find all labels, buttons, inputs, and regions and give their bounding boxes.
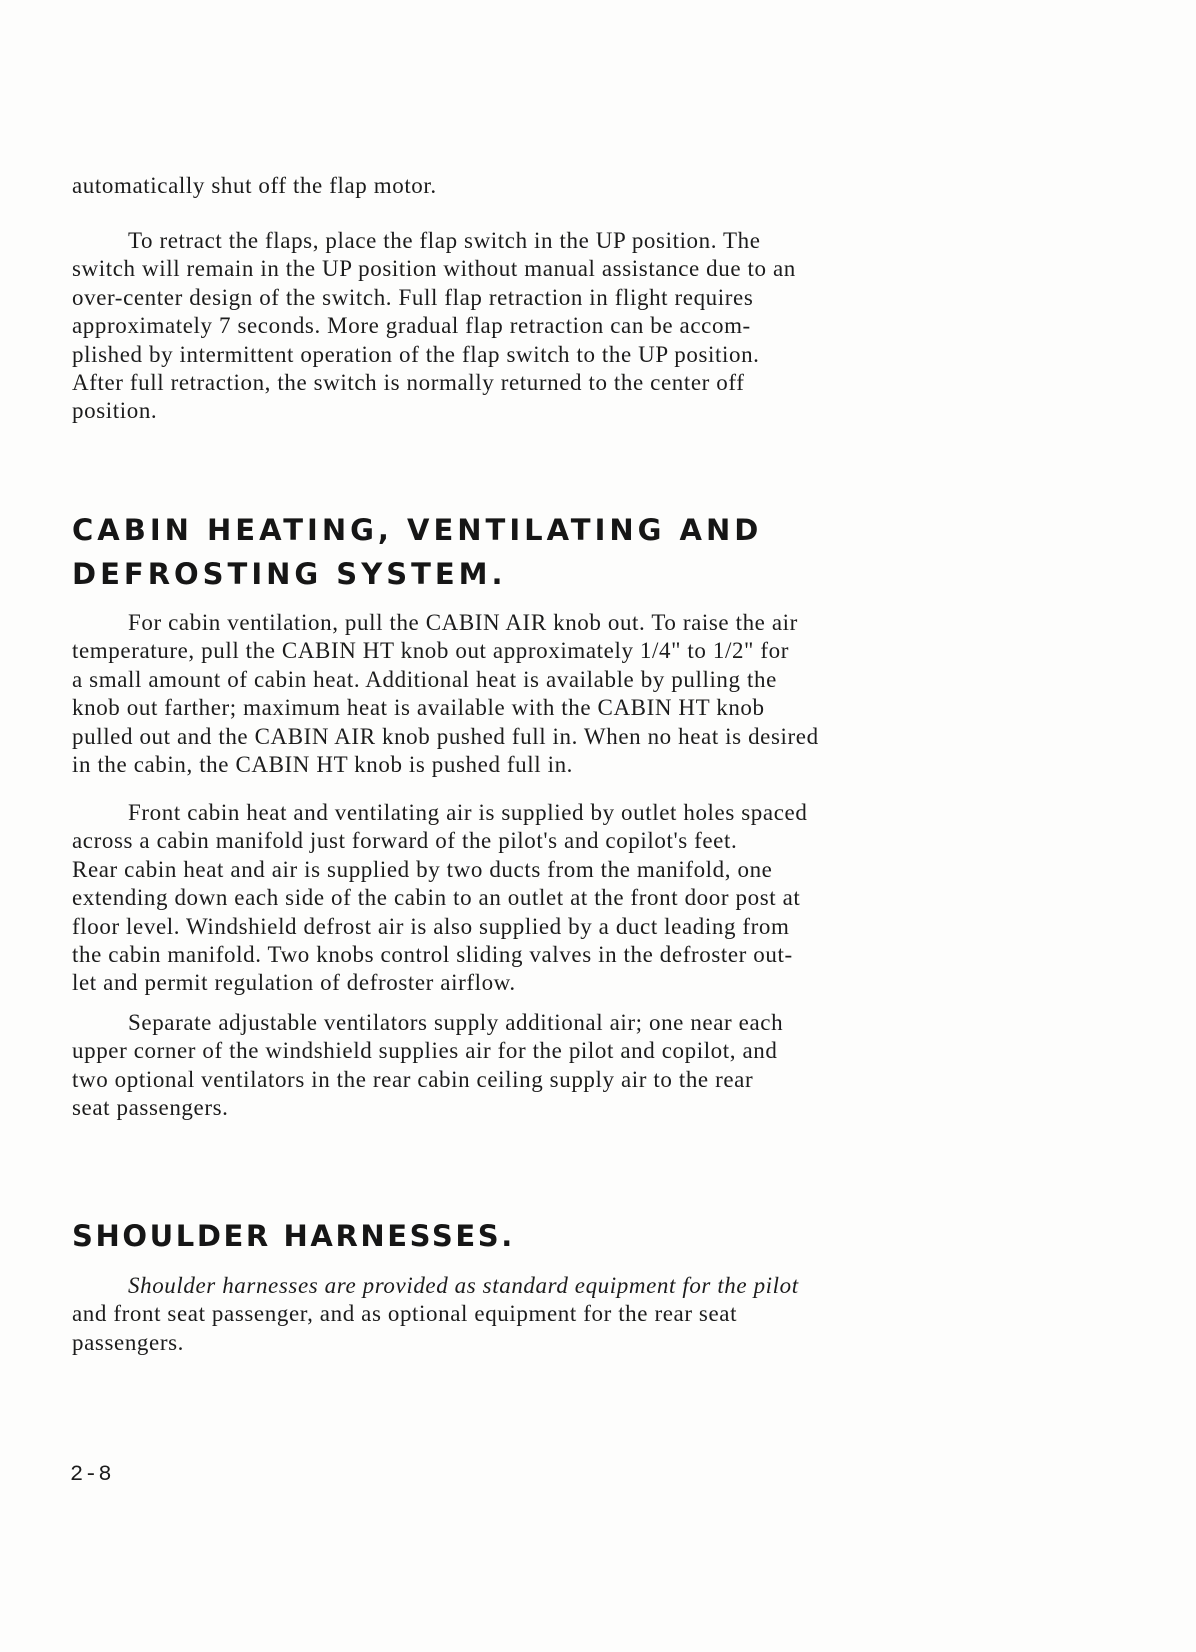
text-line: knob out farther; maximum heat is available with the CABIN HT knob [72,695,765,721]
text-line: over-center design of the switch. Full flap retraction in flight requires [72,284,754,310]
text-line: upper corner of the windshield supplies air for the pilot and copilot, and [72,1038,778,1064]
text-line: position. [72,398,158,424]
text-line: in the cabin, the CABIN HT knob is pushed full in. [72,752,574,778]
text-line: Separate adjustable ventilators supply additional air; one near each [128,1010,784,1035]
ventilators-paragraph [72,1009,1072,1123]
text-line: seat passengers. [72,1095,229,1121]
heading-line: CABIN HEATING, VENTILATING AND [72,513,763,547]
text-line: After full retraction, the switch is normally returned to the center off [72,370,745,396]
text-line: switch will remain in the UP position without manual assistance due to an [72,256,796,282]
text-line: Shoulder harnesses are provided as standard equipment for the pilot [128,1273,799,1298]
flap-retraction-paragraph [72,227,1072,426]
heading-line: SHOULDER HARNESSES. [72,1219,515,1253]
shoulder-harnesses-paragraph [72,1272,1072,1357]
text-line: approximately 7 seconds. More gradual flap retraction can be accom- [72,313,751,339]
text-line: plished by intermittent operation of the flap switch to the UP position. [72,341,760,367]
text-line: extending down each side of the cabin to an outlet at the front door post at [72,885,801,911]
text-line: For cabin ventilation, pull the CABIN AIR knob out. To raise the air [128,610,798,635]
text-line: the cabin manifold. Two knobs control sliding valves in the defroster out- [72,942,793,968]
cabin-air-supply-paragraph [72,799,1072,998]
cabin-ventilation-paragraph [72,609,1072,779]
text-line: temperature, pull the CABIN HT knob out approximately 1/4" to 1/2" for [72,638,790,664]
page-number: 2-8 [70,1462,113,1487]
text-line: floor level. Windshield defrost air is also supplied by a duct leading from [72,913,790,939]
text-line: To retract the flaps, place the flap switch in the UP position. The [128,228,761,253]
text-line: pulled out and the CABIN AIR knob pushed full in. When no heat is desired [72,723,819,749]
text-line: Front cabin heat and ventilating air is supplied by outlet holes spaced [128,800,808,825]
text-line: passengers. [72,1329,184,1355]
cabin-heating-heading [72,508,762,596]
text-line: automatically shut off the flap motor. [72,173,437,198]
text-line: let and permit regulation of defroster airflow. [72,970,516,996]
text-line: and front seat passenger, and as optional equipment for the rear seat [72,1301,738,1327]
text-line: across a cabin manifold just forward of the pilot's and copilot's feet. [72,828,738,854]
heading-line: DEFROSTING SYSTEM. [72,557,507,591]
shoulder-harnesses-heading [72,1214,515,1258]
flap-motor-paragraph-end [72,172,1072,200]
text-line: a small amount of cabin heat. Additional heat is available by pulling the [72,666,777,692]
text-line: Rear cabin heat and air is supplied by two ducts from the manifold, one [72,856,773,882]
text-line: two optional ventilators in the rear cabin ceiling supply air to the rear [72,1066,754,1092]
